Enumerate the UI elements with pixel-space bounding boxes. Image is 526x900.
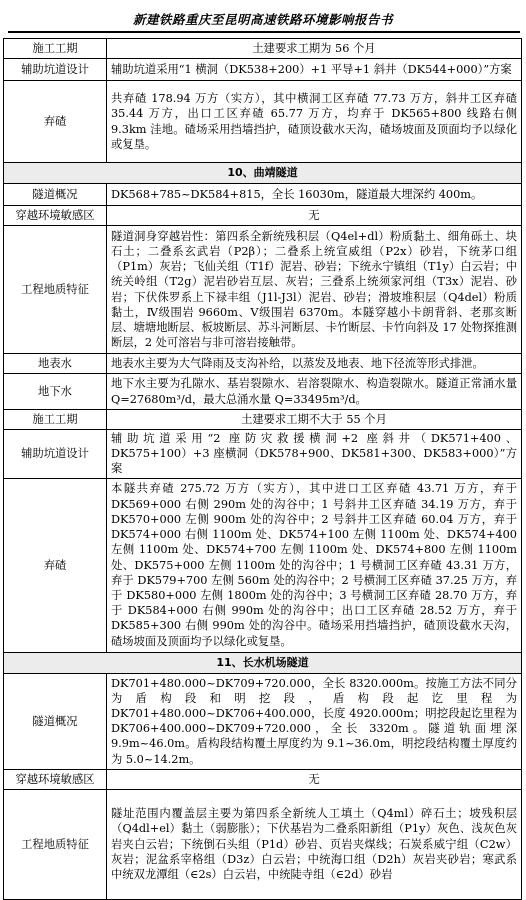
row-label: 弃碴: [4, 478, 107, 652]
table-row: [4, 673, 522, 769]
page-header: [0, 0, 526, 34]
row-value: 本隧共弃碴 275.72 万方（实方），其中进口工区弃碴 43.71 万方，弃于 DK569+000 右侧 290m 处的沟谷中；1 号斜井工区弃碴 34.19 万方，弃于 DK570+000 左侧 900m 处的沟谷中；2 号斜井工区弃碴 60.04 万方，弃于 DK574+000 右侧 1100m 处、DK574+100 左侧 1100m 处、DK574+400 左侧 1100m 处、DK574+700 左侧 1100m 处、DK574+800 左侧 1100m 处、DK575+000 左侧 1100m 处的沟谷中；1 号横洞工区弃碴 43.31 万方，弃于 DK579+700 左侧 560m 处的沟谷中；2 号横洞工区弃碴 37.25 万方，弃于 DK580+000 左侧 1800m 处的沟谷中；3 号横洞工区弃碴 28.70 万方，弃于 DK584+000 右侧 990m 处的沟谷中；出口工区弃碴 28.52 万方，弃于 DK585+300 右侧 990m 处的沟谷中。碴场采用挡墙挡护，碴顶设截水天沟，碴场坡面及顶面均予以绿化或复垦。: [107, 478, 522, 652]
row-value: 土建要求工期不大于 55 个月: [107, 410, 522, 430]
header-rule: [8, 31, 520, 33]
row-label: 施工工期: [4, 410, 107, 430]
section-title: 11、长水机场隧道: [4, 652, 522, 673]
row-value: 辅助坑道采用“2 座防灾救援横洞+2 座斜井（DK571+400、DK575+100）+3 座横洞（DK578+900、DK581+300、DK583+000）”方案: [107, 430, 522, 479]
row-label: 弃碴: [4, 81, 107, 163]
table-row: [4, 410, 522, 430]
section-heading-row: [4, 652, 522, 673]
row-value: 地表水主要为大气降雨及支沟补给，以蒸发及地表、地下径流等形式排泄。: [107, 354, 522, 374]
row-label: 工程地质特征: [4, 789, 107, 899]
section-title: 10、曲靖隧道: [4, 163, 522, 184]
row-value: 无: [107, 206, 522, 226]
report-title: 新建铁路重庆至昆明高速铁路环境影响报告书: [132, 12, 393, 27]
row-value: 无: [107, 769, 522, 789]
table-row: [4, 59, 522, 81]
row-value: 隧址范围内覆盖层主要为第四系全新统人工填土（Q4ml）碎石土；坡残积层（Q4dl+el）黏土（弱膨胀）；下伏基岩为二叠系阳新组（P1y）灰色、浅灰色灰岩夹白云岩；下统倒石头组（P1d）砂岩、页岩夹煤线；石炭系威宁组（C2w）灰岩；泥盆系宰格组（D3z）白云岩；中统海口组（D2h）灰岩夹砂岩；寒武系中统双龙潭组（∈2s）白云岩，中统陡寺组（∈2d）砂岩: [107, 789, 522, 899]
row-label: 隧道概况: [4, 184, 107, 206]
table-row: [4, 769, 522, 789]
table-row: [4, 354, 522, 374]
row-value: DK568+785~DK584+815，全长 16030m，隧道最大埋深约 400m。: [107, 184, 522, 206]
row-label: 穿越环境敏感区: [4, 769, 107, 789]
table-row: [4, 206, 522, 226]
row-value: 隧道洞身穿越岩性：第四系全新统残积层（Q4el+dl）粉质黏土、细角砾土、块石土；二叠系玄武岩（P2β）；二叠系上统宣威组（P2x）砂岩，下统茅口组（P1m）灰岩；飞仙关组（T1f）泥岩、砂岩；下统永宁镇组（T1y）白云岩；中统关岭组（T2g）泥岩砂岩互层、灰岩；三叠系上统须家河组（T3x）泥岩、砂岩；下伏侏罗系上下禄丰组（J1l-J3l）泥岩、砂岩；滑坡堆积层（Q4del）粉质黏土，Ⅳ级围岩 9660m、Ⅴ级围岩 6370m。本隧穿越小卡朗背斜、老那亥断层、塘塘地断层、板坡断层、苏斗河断层、卡竹断层、卡竹向斜及 17 处物探推测断层，2 处可溶岩与非可溶岩接触带。: [107, 226, 522, 354]
row-value: 土建要求工期为 56 个月: [107, 39, 522, 59]
table-row: [4, 374, 522, 410]
row-label: 工程地质特征: [4, 226, 107, 354]
row-label: 地表水: [4, 354, 107, 374]
row-label: 施工工期: [4, 39, 107, 59]
table-row: [4, 478, 522, 652]
table-row: [4, 789, 522, 899]
section-heading-row: [4, 163, 522, 184]
table-row: [4, 81, 522, 163]
table-row: [4, 39, 522, 59]
tunnel-info-table: [3, 38, 522, 900]
table-row: [4, 226, 522, 354]
row-value: 地下水主要为孔隙水、基岩裂隙水、岩溶裂隙水、构造裂隙水。隧道正常涌水量 Q=27680m³/d，最大总涌水量 Q=33495m³/d。: [107, 374, 522, 410]
row-label: 地下水: [4, 374, 107, 410]
row-value: DK701+480.000~DK709+720.000，全长 8320.000m。按施工方法不同分为盾构段和明挖段，盾构段起讫里程为 DK701+480.000~DK706+400.000，长度 4920.000m；明挖段起讫里程为 DK706+400.000~DK709+720.000，全长 3320m。隧道轨面埋深 9.9m~46.0m。盾构段结构覆土厚度约为 9.1~36.0m，明挖段结构覆土厚度约为 5.0~14.2m。: [107, 673, 522, 769]
row-label: 隧道概况: [4, 673, 107, 769]
row-label: 穿越环境敏感区: [4, 206, 107, 226]
table-row: [4, 430, 522, 479]
row-value: 辅助坑道采用“1 横洞（DK538+200）+1 平导+1 斜井（DK544+000）”方案: [107, 59, 522, 81]
table-row: [4, 184, 522, 206]
row-label: 辅助坑道设计: [4, 430, 107, 479]
row-value: 共弃碴 178.94 万方（实方），其中横洞工区弃碴 77.73 万方，斜井工区弃碴 35.44 万方，出口工区弃碴 65.77 万方，均弃于 DK565+800 线路右侧 9.3km 洼地。碴场采用挡墙挡护，碴顶设截水天沟，碴场坡面及顶面均予以绿化或复垦。: [107, 81, 522, 163]
row-label: 辅助坑道设计: [4, 59, 107, 81]
